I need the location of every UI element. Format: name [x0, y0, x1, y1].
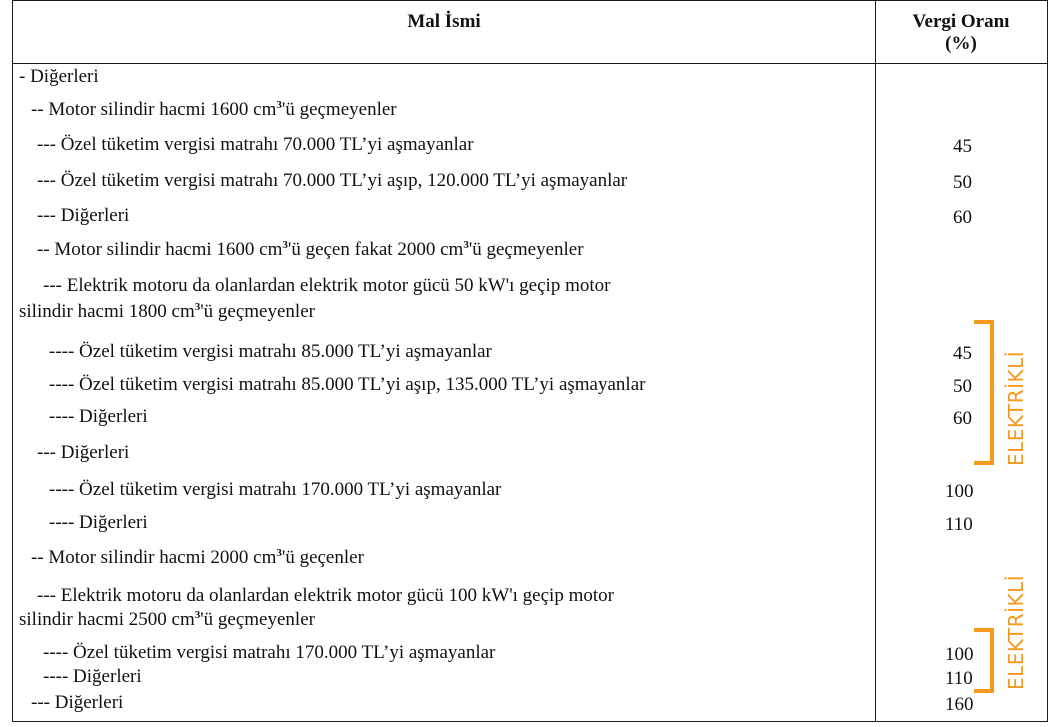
row-text: --- Özel tüketim vergisi matrahı 70.000 TL’yi aşıp, 120.000 TL’yi aşmayanlar	[37, 170, 628, 191]
row-text: --- Diğerleri	[37, 205, 130, 226]
header-item-name: Mal İsmi	[407, 11, 481, 32]
row-text: ---- Özel tüketim vergisi matrahı 85.000 TL’yi aşıp, 135.000 TL’yi aşmayanlar	[49, 374, 646, 395]
row-text: ---- Diğerleri	[49, 406, 148, 427]
row-rate: 50	[953, 376, 972, 397]
row-text: -- Motor silindir hacmi 1600 $cm^3'ü$ geçmeyenler	[31, 99, 397, 120]
row-rate: 100	[945, 481, 974, 502]
column-divider	[875, 1, 876, 721]
row-text: --- Diğerleri	[31, 692, 124, 713]
row-rate: 160	[945, 694, 974, 715]
superscript-three: 3	[463, 239, 469, 251]
row-rate: 110	[945, 514, 973, 535]
header-tax-rate-title: Vergi Oranı	[912, 11, 1010, 32]
row-rate: 110	[945, 668, 973, 689]
row-rate: 100	[945, 644, 974, 665]
superscript-three: 3	[282, 239, 288, 251]
row-text: -- Motor silindir hacmi 1600 $cm^3'ü$ geçen fakat 2000 $cm^3'ü$ geçmeyenler	[37, 239, 584, 260]
row-rate: 60	[953, 207, 972, 228]
electric-bracket-1	[974, 320, 994, 465]
row-rate: 50	[953, 172, 972, 193]
electric-label-1: ELEKTRİKLİ	[1004, 350, 1028, 466]
header-divider	[13, 63, 1047, 64]
row-rate: 45	[953, 343, 972, 364]
tax-rate-table	[12, 0, 1048, 722]
superscript-three: 3	[276, 99, 282, 111]
row-text: ---- Özel tüketim vergisi matrahı 85.000 TL’yi aşmayanlar	[49, 341, 492, 362]
row-text: --- Diğerleri	[37, 442, 130, 463]
row-text: - Diğerleri	[19, 66, 99, 87]
row-text: ---- Özel tüketim vergisi matrahı 170.000 TL’yi aşmayanlar	[49, 479, 502, 500]
row-rate: 60	[953, 408, 972, 429]
row-text: -- Motor silindir hacmi 2000 $cm^3'ü$ geçenler	[31, 547, 364, 568]
row-text: silindir hacmi 1800 $cm^3'ü$ geçmeyenler	[19, 301, 315, 322]
row-text: --- Özel tüketim vergisi matrahı 70.000 TL’yi aşmayanlar	[37, 134, 474, 155]
row-rate: 45	[953, 136, 972, 157]
electric-label-2: ELEKTRİKLİ	[1004, 574, 1028, 690]
header-tax-rate	[875, 11, 1047, 55]
superscript-three: 3	[194, 609, 201, 621]
row-text: ---- Diğerleri	[49, 512, 148, 533]
row-text: --- Elektrik motoru da olanlardan elektrik motor gücü 100 kW'ı geçip motor	[37, 585, 614, 606]
row-text: ---- Özel tüketim vergisi matrahı 170.000 TL’yi aşmayanlar	[43, 642, 496, 663]
row-text: silindir hacmi 2500 $cm^3'ü$ geçmeyenler	[19, 609, 315, 630]
header-tax-rate-unit: (%)	[945, 33, 977, 54]
row-text: --- Elektrik motoru da olanlardan elektrik motor gücü 50 kW'ı geçip motor	[43, 275, 611, 296]
row-text: ---- Diğerleri	[43, 666, 142, 687]
superscript-three: 3	[276, 547, 282, 559]
superscript-three: 3	[194, 301, 201, 313]
electric-bracket-2	[974, 628, 994, 693]
